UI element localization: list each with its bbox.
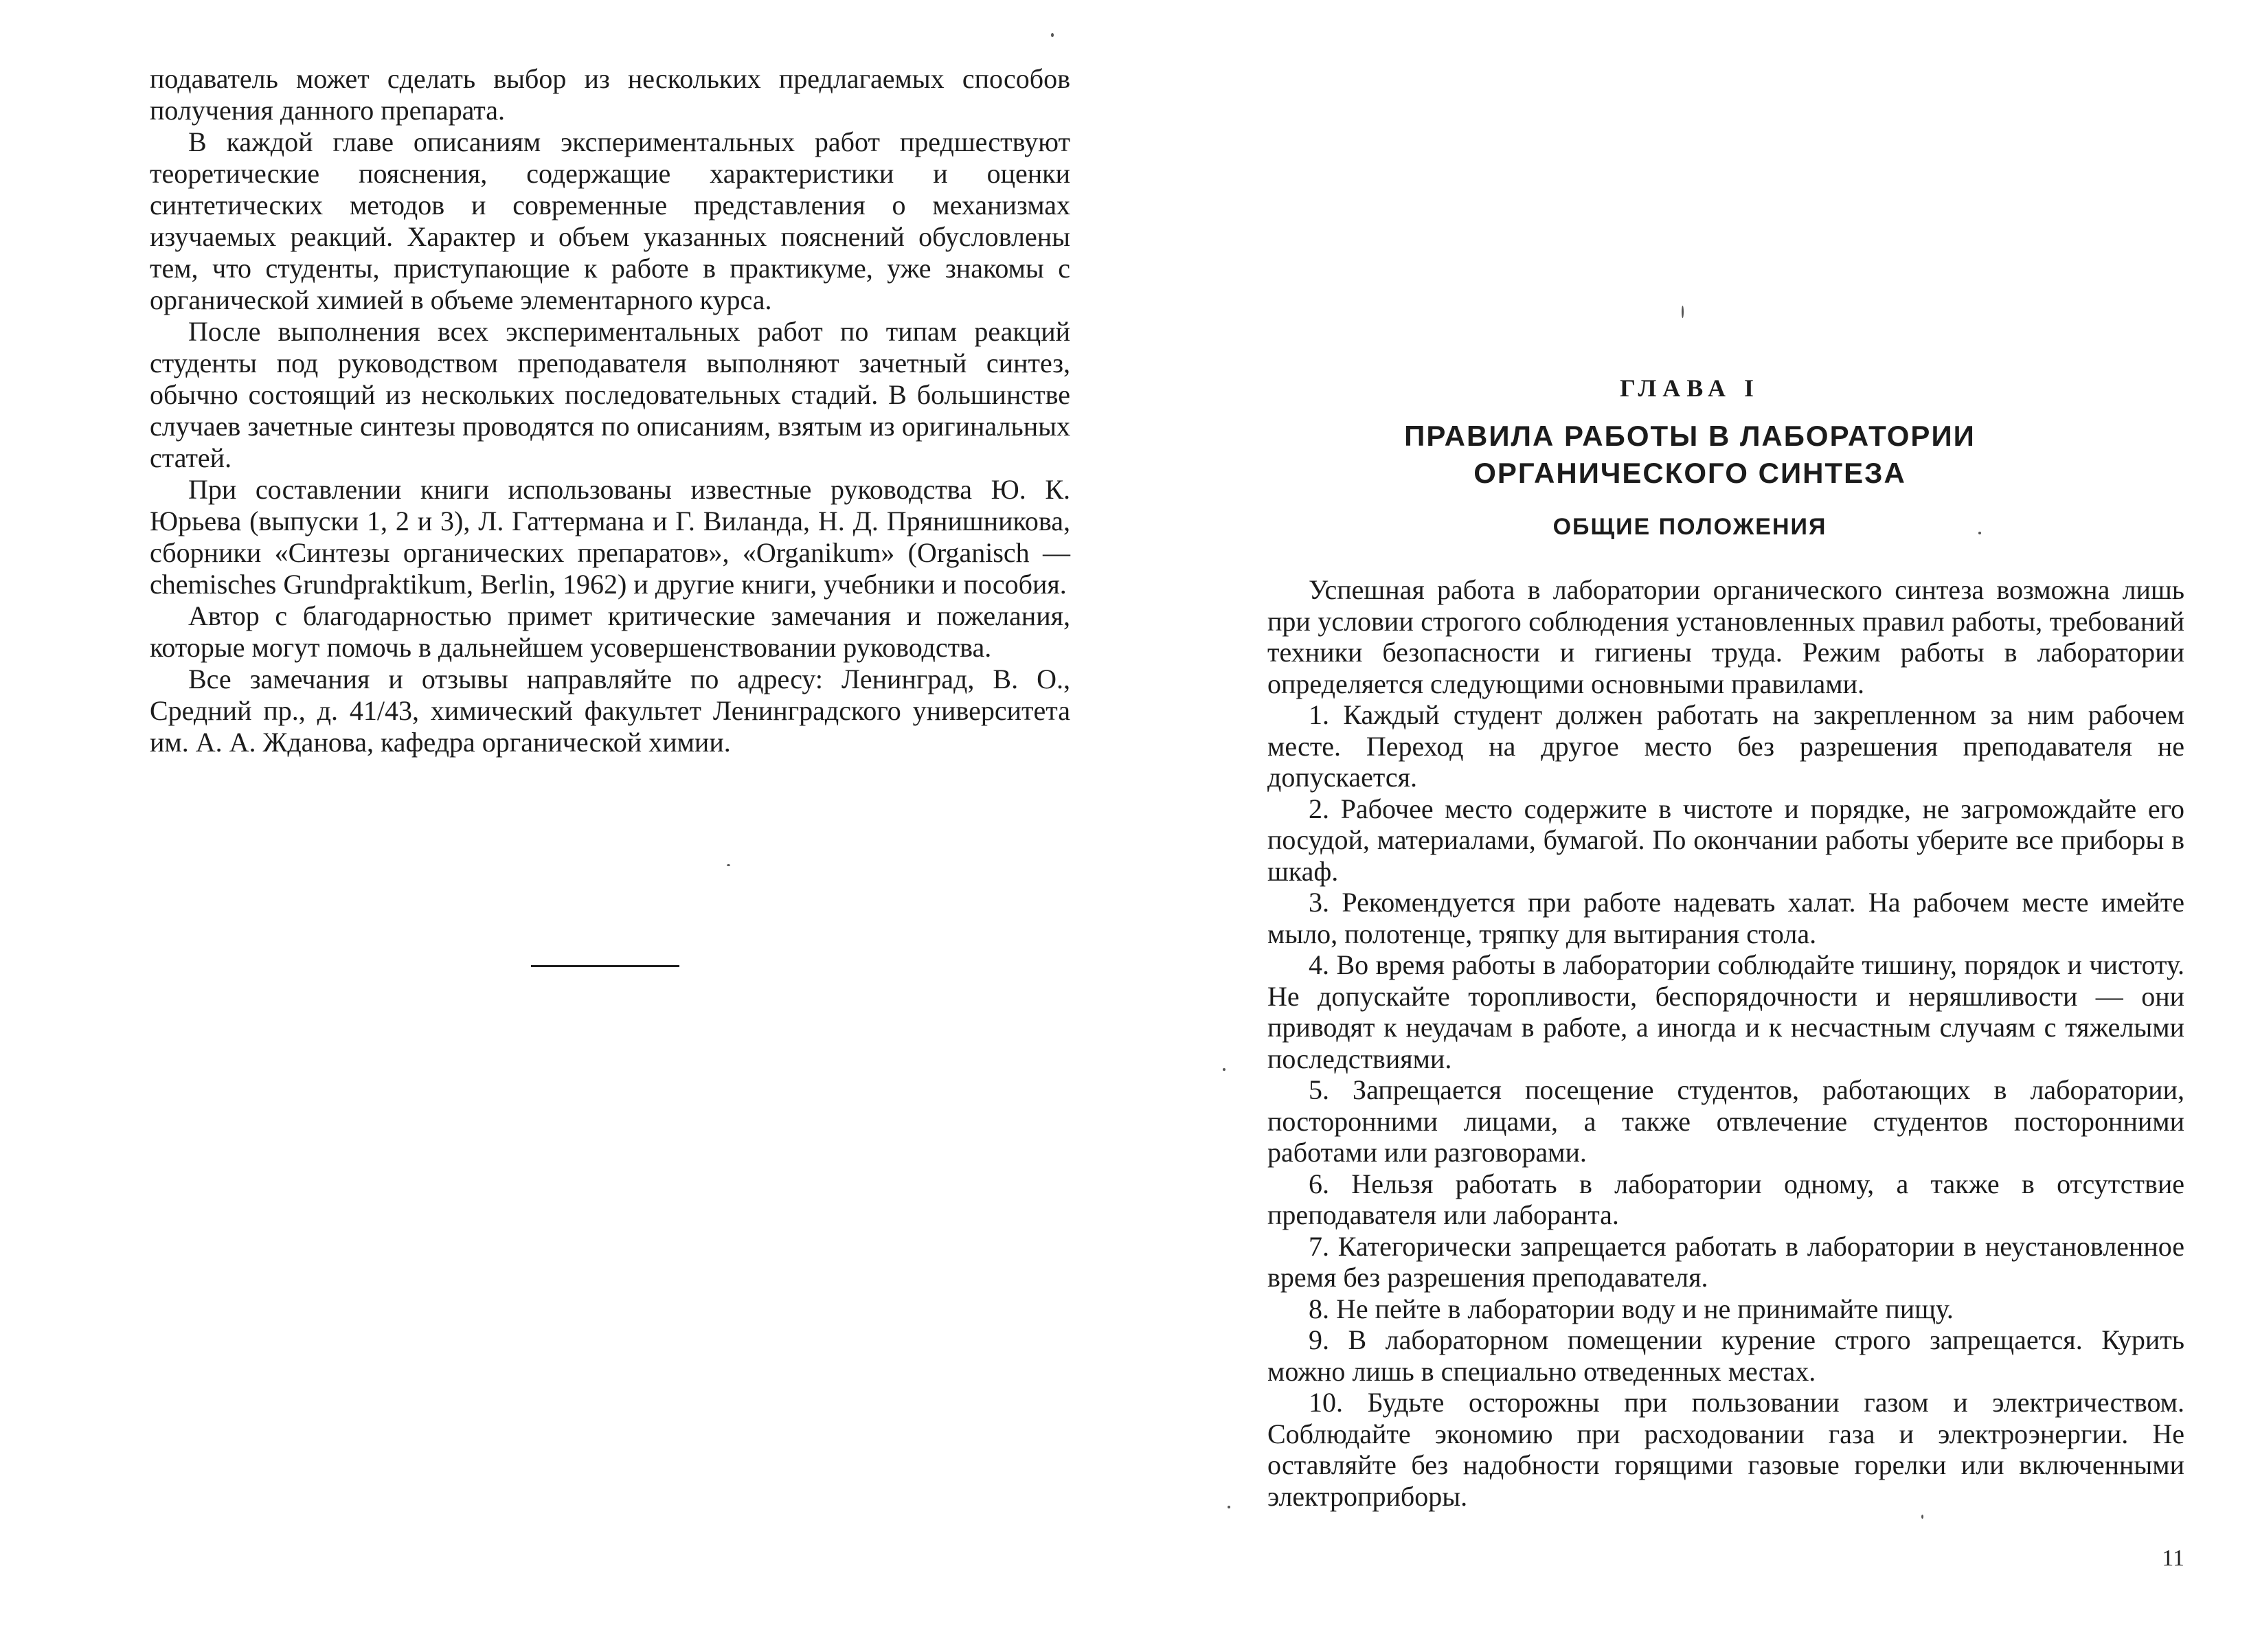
paragraph: Все замечания и отзывы направляйте по адресу: Ленинград, В. О., Средний пр., д. 41/43, химический факультет Ленинградского университета им. А. А. Жданова, кафедра органической химии. [150, 664, 1070, 758]
print-speck [1682, 306, 1684, 318]
chapter-title-line: ОРГАНИЧЕСКОГО СИНТЕЗА [1473, 457, 1906, 489]
left-page-text [150, 63, 1070, 758]
right-page [1127, 0, 2260, 1652]
rule-item: 10. Будьте осторожны при пользовании газом и электричеством. Соблюдайте экономию при расходовании газа и электроэнергии. Не оставляйте без надобности горящими газовые горелки или включенными электроприборы. [1267, 1387, 2184, 1512]
rule-item: 3. Рекомендуется при работе надевать халат. На рабочем месте имейте мыло, полотенце, тряпку для вытирания стола. [1267, 887, 2184, 949]
paragraph: В каждой главе описаниям экспериментальных работ предшествуют теоретические пояснения, содержащие характеристики и оценки синтетических методов и современные представления о механизмах изучаемых реакций. Характер и объем указанных пояснений обусловлены тем, что студенты, приступающие к работе в практикуме, уже знакомы с органической химией в объеме элементарного курса. [150, 126, 1070, 315]
section-title: ОБЩИЕ ПОЛОЖЕНИЯ [1552, 514, 1827, 540]
print-speck [1228, 1506, 1230, 1508]
right-page-text [1267, 574, 2184, 1512]
section-end-rule [531, 965, 679, 967]
page-number: 11 [2162, 1546, 2184, 1571]
paragraph: подаватель может сделать выбор из нескольких предлагаемых способов получения данного препарата. [150, 63, 1070, 126]
rule-item: 5. Запрещается посещение студентов, работающих в лаборатории, посторонними лицами, а также отвлечение студентов посторонними работами или разговорами. [1267, 1074, 2184, 1168]
left-page [0, 0, 1127, 1652]
rule-item: 7. Категорически запрещается работать в лаборатории в неустановленное время без разрешения преподавателя. [1267, 1230, 2184, 1293]
rule-item: 9. В лабораторном помещении курение строго запрещается. Курить можно лишь в специально отведенных местах. [1267, 1324, 2184, 1387]
paragraph: Автор с благодарностью примет критические замечания и пожелания, которые могут помочь в дальнейшем усовершенствовании руководства. [150, 600, 1070, 663]
rule-item: 4. Во время работы в лаборатории соблюдайте тишину, порядок и чистоту. Не допускайте торопливости, беспорядочности и неряшливости — они приводят к неудачам в работе, а иногда и к несчастным случаям с тяжелыми последствиями. [1267, 949, 2184, 1074]
rule-item: 2. Рабочее место содержите в чистоте и порядке, не загромождайте его посудой, материалами, бумагой. По окончании работы уберите все приборы в шкаф. [1267, 793, 2184, 887]
chapter-title-line: ПРАВИЛА РАБОТЫ В ЛАБОРАТОРИИ [1404, 420, 1976, 452]
print-speck [1978, 532, 1981, 534]
chapter-title [1264, 418, 2116, 492]
paragraph: Успешная работа в лаборатории органического синтеза возможна лишь при условии строгого соблюдения установленных правил работы, требований техники безопасности и гигиены труда. Режим работы в лаборатории определяется следующими основными правилами. [1267, 574, 2184, 699]
chapter-label: ГЛАВА I [1619, 374, 1761, 402]
paragraph: При составлении книги использованы известные руководства Ю. К. Юрьева (выпуски 1, 2 и 3), Л. Гаттермана и Г. Виланда, Н. Д. Прянишникова, сборники «Синтезы органических препаратов», «Organikum» (Organisch — chemisches Grundpraktikum, Berlin, 1962) и другие книги, учебники и пособия. [150, 474, 1070, 600]
rule-item: 8. Не пейте в лаборатории воду и не принимайте пищу. [1309, 1293, 1954, 1324]
rule-item: 6. Нельзя работать в лаборатории одному, а также в отсутствие преподавателя или лаборанта. [1267, 1168, 2184, 1230]
print-speck [1223, 1068, 1225, 1071]
rule-item: 1. Каждый студент должен работать на закрепленном за ним рабочем месте. Переход на другое место без разрешения преподавателя не допускается. [1267, 699, 2184, 793]
paragraph: После выполнения всех экспериментальных работ по типам реакций студенты под руководством преподавателя выполняют зачетный синтез, обычно состоящий из нескольких последовательных стадий. В большинстве случаев зачетные синтезы проводятся по описаниям, взятым из оригинальных статей. [150, 316, 1070, 473]
print-speck [1921, 1515, 1923, 1519]
print-speck [1051, 33, 1054, 37]
print-speck [727, 864, 730, 866]
